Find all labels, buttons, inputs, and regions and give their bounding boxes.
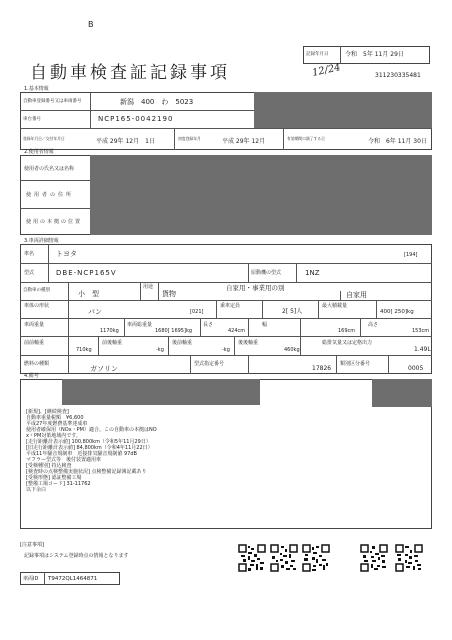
redacted-remarks-right [372,379,432,407]
redacted-user-info [90,155,432,235]
fr-axle-value: -kg [156,347,164,353]
rr-axle-label: 後後軸重 [238,340,259,346]
vehicle-id-value: T9472QL1464871 [48,576,98,582]
maker-label: 車名 [24,251,35,257]
rr-axle-value: 460kg [284,347,300,353]
capacity-value: 2[ 5]人 [282,308,303,315]
displacement-value: 1.49L [414,346,431,353]
use-value: 貨物 [162,290,176,298]
max-load-label: 最大積載量 [322,303,348,309]
qr-code-1 [238,544,266,572]
kind-value: 小 型 [78,290,99,298]
height-label: 高さ [368,322,379,328]
weight-value: 1170kg [100,328,119,334]
notes-text: 記録事項はシステム登録時点の情報となります [24,553,129,559]
qr-code-4 [360,544,388,572]
fuel-value: ガソリン [90,365,118,373]
first-reg-label: 初度登録年月 [178,136,201,141]
height-value: 153cm [412,328,430,334]
kind-label: 自動車の種別 [23,288,50,293]
remarks-line: [新規]、[継続検査] [26,409,69,415]
rf-axle-value: -kg [222,347,230,353]
fuel-label: 燃料の種類 [24,361,50,367]
remarks-line: [受検形態] 認証整備工場 [26,475,82,481]
engine-value: 1NZ [305,269,320,277]
record-date-value: 令和 5年 11月 29日 [345,51,404,58]
page-title: 自動車検査証記録事項 [30,63,230,83]
remarks-line: [走行距離計表示値] 100,800km（令和5年11月29日） [26,439,151,445]
length-value: 424cm [228,328,246,334]
remarks-line: [旧走行距離計表示値] 84,800km（令和4年11月22日） [26,445,153,451]
max-load-value: 400[ 250]kg [380,309,414,315]
remarks-line: 自動車重量税額 ¥6,600 [26,415,84,421]
body-label: 車体の形状 [24,303,50,309]
remarks-line: [受検種別] 持込検査 [26,463,72,469]
width-value: 169cm [338,328,356,334]
capacity-label: 乗車定員 [220,303,241,309]
reg-label: 自動車登録番号又は車両番号 [23,99,82,104]
handwritten-date: 12/24 [311,62,342,79]
type-cert-value: 17826 [312,365,332,372]
remarks-line: [検査時の点検整備実施状況] 点検整備記録簿記載あり [26,469,147,475]
maker-value: トヨタ [56,250,77,258]
use-label: 用途 [143,284,154,290]
fr-axle-label: 前後軸重 [102,340,123,346]
serial-number: 311230335481 [375,72,421,79]
rf-axle-label: 後前軸重 [172,340,193,346]
vehicle-id-label: 車両ID [23,576,39,582]
mark-b: B [88,20,94,29]
category-value: 0005 [408,365,424,372]
remarks-line: x・PM対策地域内です。 [26,433,81,439]
section-basic: 1.基本情報 [24,86,49,92]
first-reg-value: 平成 29年 12月 [222,138,266,145]
ff-axle-value: 710kg [76,347,92,353]
remarks-line: [整備工場コード] 31-11762 [26,481,91,487]
qr-code-5 [395,544,423,572]
reg-date-label: 登録年月日／交付年月日 [23,136,65,141]
user-name-label: 使用者の氏名又は名称 [24,166,75,172]
qr-code-3 [302,544,330,572]
reg-value: 新潟 400 わ 5023 [120,98,194,106]
width-label: 幅 [262,322,268,328]
remarks-line: 使用者確保用（NOx・PM）適合。この自動車の本拠はNO [26,427,157,433]
notes-title: [注意事項] [20,542,44,548]
remarks-line: 以下余白 [26,487,47,493]
expiry-value: 令和 6年 11月 30日 [368,138,427,145]
user-base-label: 使用の本拠の位置 [26,219,83,225]
section-remarks: 4.備考 [24,373,39,379]
engine-label: 原動機の型式 [251,270,282,276]
reg-date-value: 平成 29年 12月 1日 [96,138,155,145]
displacement-label: 総排気量又は定格出力 [322,340,373,346]
body-value: バン [88,308,102,316]
business-choice: 自家用 [346,291,367,299]
section-vehicle: 3.車両詳細情報 [24,238,59,244]
maker-code: [194] [404,252,418,258]
business-type: 自家用・事業用の別 [226,284,285,292]
chassis-value: NCP165-0042190 [98,115,174,123]
redacted-owner-block [254,92,432,128]
ff-axle-label: 前前軸重 [24,340,45,346]
gross-label: 車両総重量 [127,322,153,328]
remarks-line: マフラー型式等 後付装置適用車 [26,457,102,463]
redacted-remarks-top [62,379,260,405]
length-label: 長さ [203,322,214,328]
type-cert-label: 型式指定番号 [194,361,225,367]
weight-label: 車両重量 [24,322,45,328]
model-value: DBE-NCP165V [56,269,117,277]
category-label: 類別区分番号 [340,361,371,367]
section-user: 2.使用者情報 [24,149,54,155]
remarks-line: 平成11年騒音規制車 近接排気騒音規制値 97dB [26,451,137,457]
expiry-label: 有効期間の満了する日 [287,136,325,141]
qr-code-2 [270,544,298,572]
record-date-label: 記録年月日 [306,52,329,57]
user-address-label: 使用者の住所 [26,192,75,198]
body-code: [021] [190,309,204,315]
gross-value: 1680[ 1695]kg [155,328,193,334]
chassis-label: 車台番号 [23,117,41,122]
remarks-line: 平成27年度燃費基準達成車 [26,421,88,427]
model-label: 型式 [24,270,35,276]
remarks-lines [26,409,326,493]
